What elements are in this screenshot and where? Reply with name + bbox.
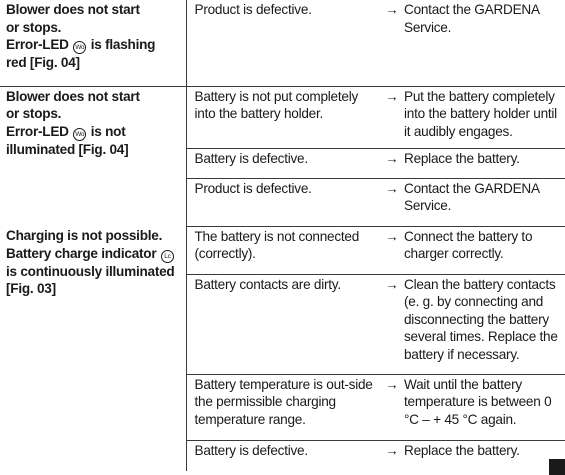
cause-cell: Product is defective. xyxy=(186,178,383,226)
arrow-icon: → xyxy=(385,150,399,166)
problem-text: Blower does not start xyxy=(6,88,140,104)
problem-text: or stops. xyxy=(6,19,62,35)
remedy-text: Wait until the battery temperature is between 0 °C – + 45 °C again. xyxy=(404,376,552,427)
arrow-icon: → xyxy=(385,180,399,196)
remedy-text: Clean the battery contacts (e. g. by connecting and disconnecting the battery several times. Replace the battery if necessary. xyxy=(404,276,558,362)
problem-text: is flashing xyxy=(87,37,156,53)
problem-text: Error-LED xyxy=(6,37,73,53)
arrow-icon: → xyxy=(385,376,399,392)
remedy-text: Replace the battery. xyxy=(404,442,520,458)
problem-text: Blower does not start xyxy=(6,2,140,17)
remedy-cell xyxy=(383,374,565,440)
arrow-icon: → xyxy=(385,88,399,104)
cause-cell: Battery temperature is out-side the permissible charging temperature range. xyxy=(186,374,383,440)
remedy-text: Contact the GARDENA Service. xyxy=(404,180,540,214)
problem-text: or stops. xyxy=(6,106,62,122)
problem-text: illuminated [Fig. 04] xyxy=(6,141,129,157)
remedy-cell xyxy=(383,274,565,374)
arrow-icon: → xyxy=(385,442,399,458)
remedy-text: Contact the GARDENA Service. xyxy=(404,2,540,35)
problem-text: Battery charge indicator xyxy=(6,245,160,261)
charge-indicator-icon: Lc xyxy=(161,250,174,263)
page-corner-marker xyxy=(549,459,565,475)
problem-text: Error-LED xyxy=(6,123,73,139)
cause-cell: Battery is defective. xyxy=(186,148,383,178)
remedy-cell xyxy=(383,86,565,148)
remedy-text: Put the battery completely into the battery holder until it audibly engages. xyxy=(404,88,557,139)
remedy-cell xyxy=(383,0,565,86)
problem-text: is continuously illuminated xyxy=(6,263,175,279)
table-row xyxy=(0,86,565,148)
cause-cell: Battery contacts are dirty. xyxy=(186,274,383,374)
table-row xyxy=(0,0,565,86)
problem-text: Charging is not possible. xyxy=(6,228,163,243)
table-row xyxy=(0,226,565,274)
arrow-icon: → xyxy=(385,276,399,292)
problem-text: [Fig. 03] xyxy=(6,281,56,297)
remedy-cell xyxy=(383,178,565,226)
error-led-icon: Wo xyxy=(73,41,86,54)
problem-cell xyxy=(0,0,186,86)
remedy-cell xyxy=(383,226,565,274)
problem-cell xyxy=(0,226,186,471)
remedy-cell xyxy=(383,148,565,178)
error-led-icon: Wo xyxy=(73,128,86,141)
cause-cell: Product is defective. xyxy=(186,0,383,86)
problem-text: is not xyxy=(87,123,126,139)
problem-cell xyxy=(0,86,186,226)
remedy-cell xyxy=(383,440,565,471)
cause-cell: Battery is defective. xyxy=(186,440,383,471)
cause-cell: The battery is not connected (correctly). xyxy=(186,226,383,274)
remedy-text: Replace the battery. xyxy=(404,150,520,166)
remedy-text: Connect the battery to charger correctly. xyxy=(404,228,533,262)
cause-cell: Battery is not put completely into the battery holder. xyxy=(186,86,383,148)
arrow-icon: → xyxy=(385,228,399,244)
problem-text: red [Fig. 04] xyxy=(6,55,80,71)
arrow-icon: → xyxy=(385,2,399,17)
